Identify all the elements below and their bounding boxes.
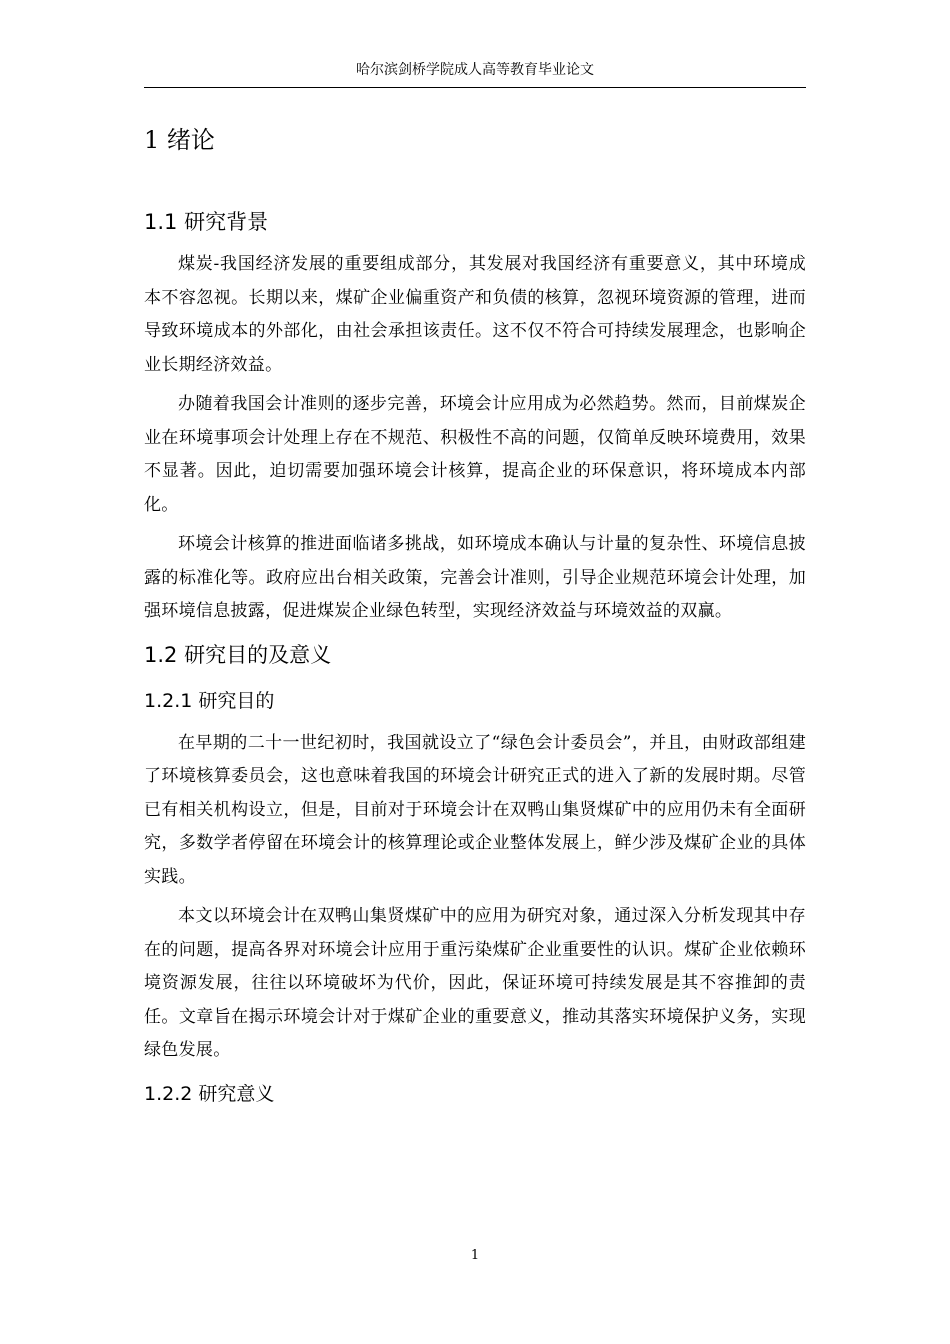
section-title-purpose-significance: 1.2 研究目的及意义 bbox=[144, 642, 332, 667]
subsection-title-significance: 1.2.2 研究意义 bbox=[144, 1082, 275, 1105]
paragraph: 在早期的二十一世纪初时，我国就设立了“绿色会计委员会”，并且，由财政部组建了环境核算委员会，这也意味着我国的环境会计研究正式的进入了新的发展时期。尽管已有相关机构设立，但是，目前对于环境会计在双鸭山集贤煤矿中的应用仍未有全面研究，多数学者停留在环境会计的核算理论或企业整体发展上，鲜少涉及煤矿企业的具体实践。 bbox=[144, 732, 806, 887]
paragraph: 环境会计核算的推进面临诸多挑战，如环境成本确认与计量的复杂性、环境信息披露的标准化等。政府应出台相关政策，完善会计准则，引导企业规范环境会计处理，加强环境信息披露，促进煤炭企业绿色转型，实现经济效益与环境效益的双赢。 bbox=[144, 534, 806, 621]
page-body bbox=[144, 118, 806, 1120]
running-header: 哈尔滨剑桥学院成人高等教育毕业论文 bbox=[356, 62, 594, 78]
paragraph: 办随着我国会计准则的逐步完善，环境会计应用成为必然趋势。然而，目前煤炭企业在环境事项会计处理上存在不规范、积极性不高的问题，仅简单反映环境费用，效果不显著。因此，迫切需要加强环境会计核算，提高企业的环保意识，将环境成本内部化。 bbox=[144, 394, 806, 515]
header-divider bbox=[144, 87, 806, 88]
paragraph: 本文以环境会计在双鸭山集贤煤矿中的应用为研究对象，通过深入分析发现其中存在的问题，提高各界对环境会计应用于重污染煤矿企业重要性的认识。煤矿企业依赖环境资源发展，往往以环境破坏为代价，因此，保证环境可持续发展是其不容推卸的责任。文章旨在揭示环境会计对于煤矿企业的重要意义，推动其落实环境保护义务，实现绿色发展。 bbox=[144, 906, 806, 1060]
subsection-title-purpose: 1.2.1 研究目的 bbox=[144, 689, 275, 712]
section-title-background: 1.1 研究背景 bbox=[144, 210, 269, 234]
paragraph: 煤炭-我国经济发展的重要组成部分，其发展对我国经济有重要意义，其中环境成本不容忽视。长期以来，煤矿企业偏重资产和负债的核算，忽视环境资源的管理，进而导致环境成本的外部化，由社会承担该责任。这不仅不符合可持续发展理念，也影响企业长期经济效益。 bbox=[144, 254, 806, 375]
chapter-title: 1 绪论 bbox=[144, 126, 215, 154]
page-number: 1 bbox=[470, 1248, 480, 1263]
